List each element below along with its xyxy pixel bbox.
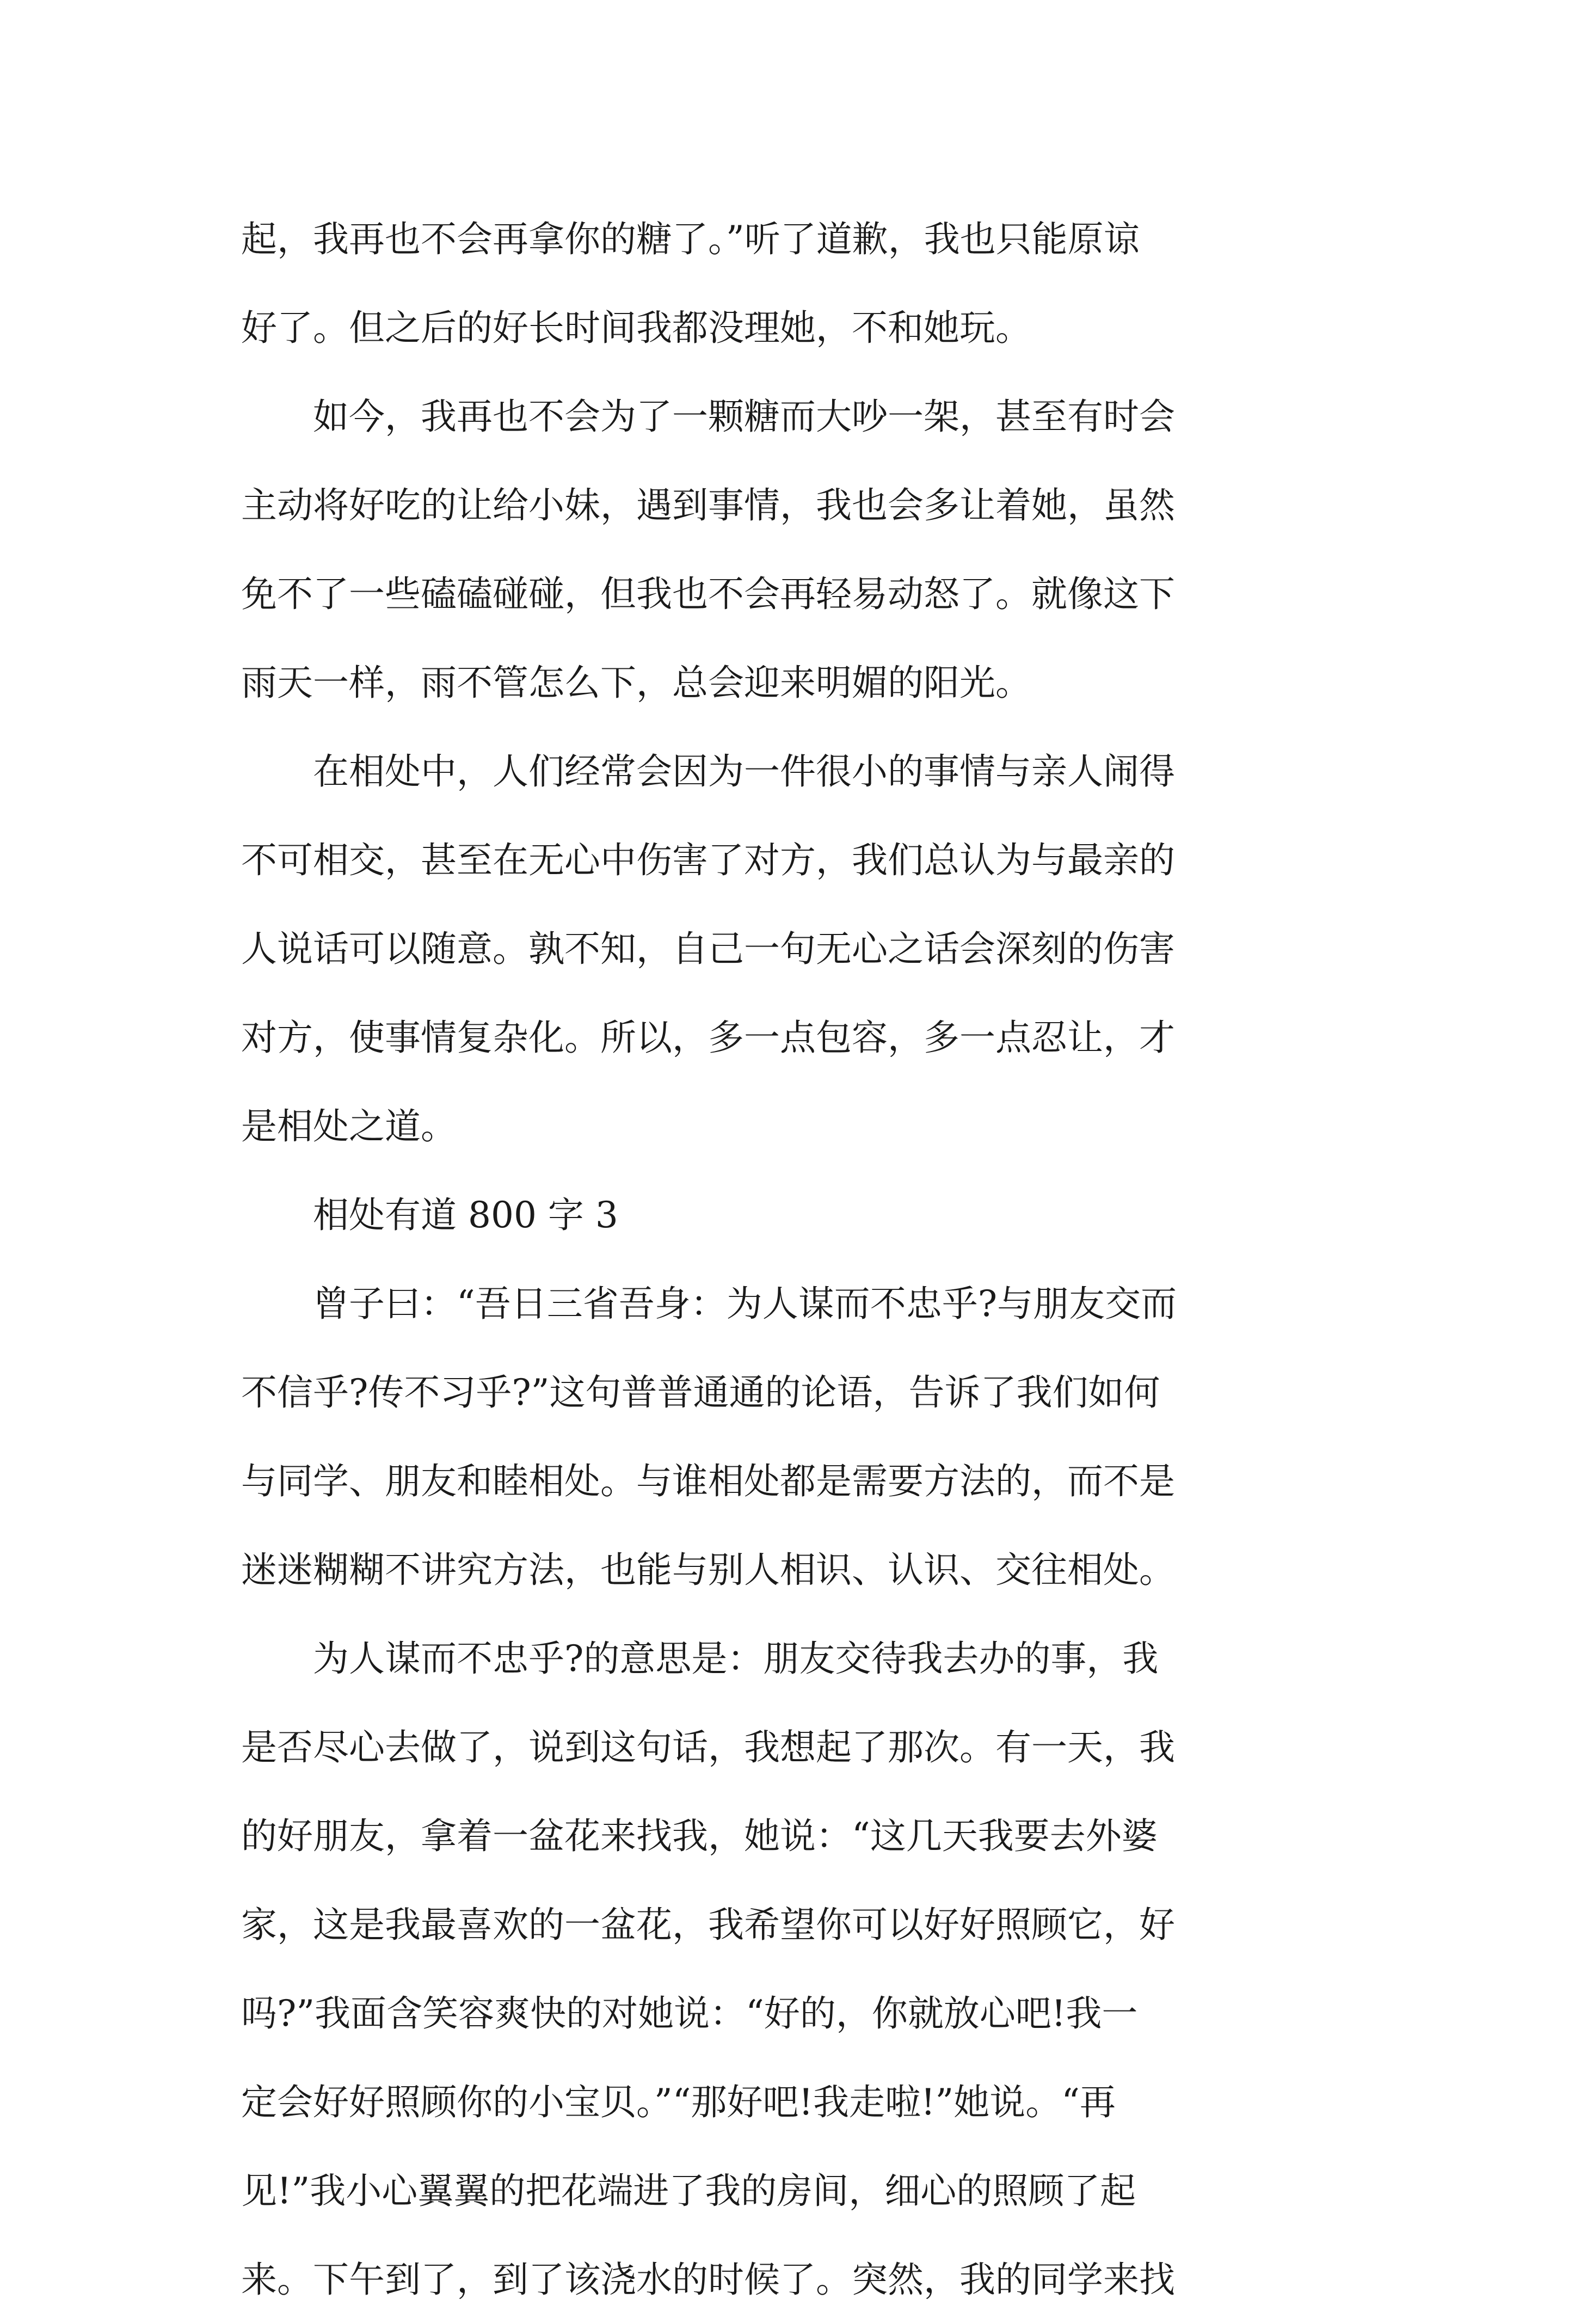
text-line: 是相处之道。 — [241, 1105, 457, 1147]
text-line: 免不了一些磕磕碰碰，但我也不会再轻易动怒了。就像这下 — [241, 573, 1175, 615]
text-line: 起，我再也不会再拿你的糖了。”听了道歉，我也只能原谅 — [241, 218, 1140, 260]
text-line: 定会好好照顾你的小宝贝。”“那好吧!我走啦!”她说。“再 — [241, 2081, 1116, 2123]
text-line: 在相处中，人们经常会因为一件很小的事情与亲人闹得 — [241, 751, 1175, 792]
text-line: 人说话可以随意。孰不知，自己一句无心之话会深刻的伤害 — [241, 928, 1175, 970]
text-line: 为人谋而不忠乎?的意思是：朋友交待我去办的事，我 — [241, 1638, 1159, 1680]
text-line: 的好朋友，拿着一盆花来找我，她说：“这几天我要去外婆 — [241, 1815, 1158, 1857]
text-line: 曾子曰：“吾日三省吾身：为人谋而不忠乎?与朋友交而 — [241, 1283, 1177, 1325]
text-line: 不信乎?传不习乎?”这句普普通通的论语，告诉了我们如何 — [241, 1372, 1160, 1413]
text-line: 如今，我再也不会为了一颗糖而大吵一架，甚至有时会 — [241, 396, 1175, 438]
text-line: 不可相交，甚至在无心中伤害了对方，我们总认为与最亲的 — [241, 839, 1175, 881]
text-line: 来。下午到了，到了该浇水的时候了。突然，我的同学来找 — [241, 2259, 1175, 2301]
text-line: 主动将好吃的让给小妹，遇到事情，我也会多让着她，虽然 — [241, 484, 1175, 526]
section-heading: 相处有道 800 字 3 — [241, 1194, 618, 1236]
text-line: 家，这是我最喜欢的一盆花，我希望你可以好好照顾它，好 — [241, 1904, 1175, 1946]
text-line: 与同学、朋友和睦相处。与谁相处都是需要方法的，而不是 — [241, 1460, 1175, 1502]
text-line: 见!”我小心翼翼的把花端进了我的房间，细心的照顾了起 — [241, 2170, 1136, 2212]
text-line: 迷迷糊糊不讲究方法，也能与别人相识、认识、交往相处。 — [241, 1549, 1175, 1591]
text-line: 对方，使事情复杂化。所以，多一点包容，多一点忍让，才 — [241, 1017, 1175, 1059]
text-line: 雨天一样，雨不管怎么下，总会迎来明媚的阳光。 — [241, 662, 1031, 704]
text-line: 是否尽心去做了，说到这句话，我想起了那次。有一天，我 — [241, 1726, 1175, 1768]
text-line: 好了。但之后的好长时间我都没理她，不和她玩。 — [241, 307, 1031, 349]
article-text — [241, 195, 1351, 2324]
text-line: 吗?”我面含笑容爽快的对她说：“好的，你就放心吧!我一 — [241, 1993, 1138, 2034]
